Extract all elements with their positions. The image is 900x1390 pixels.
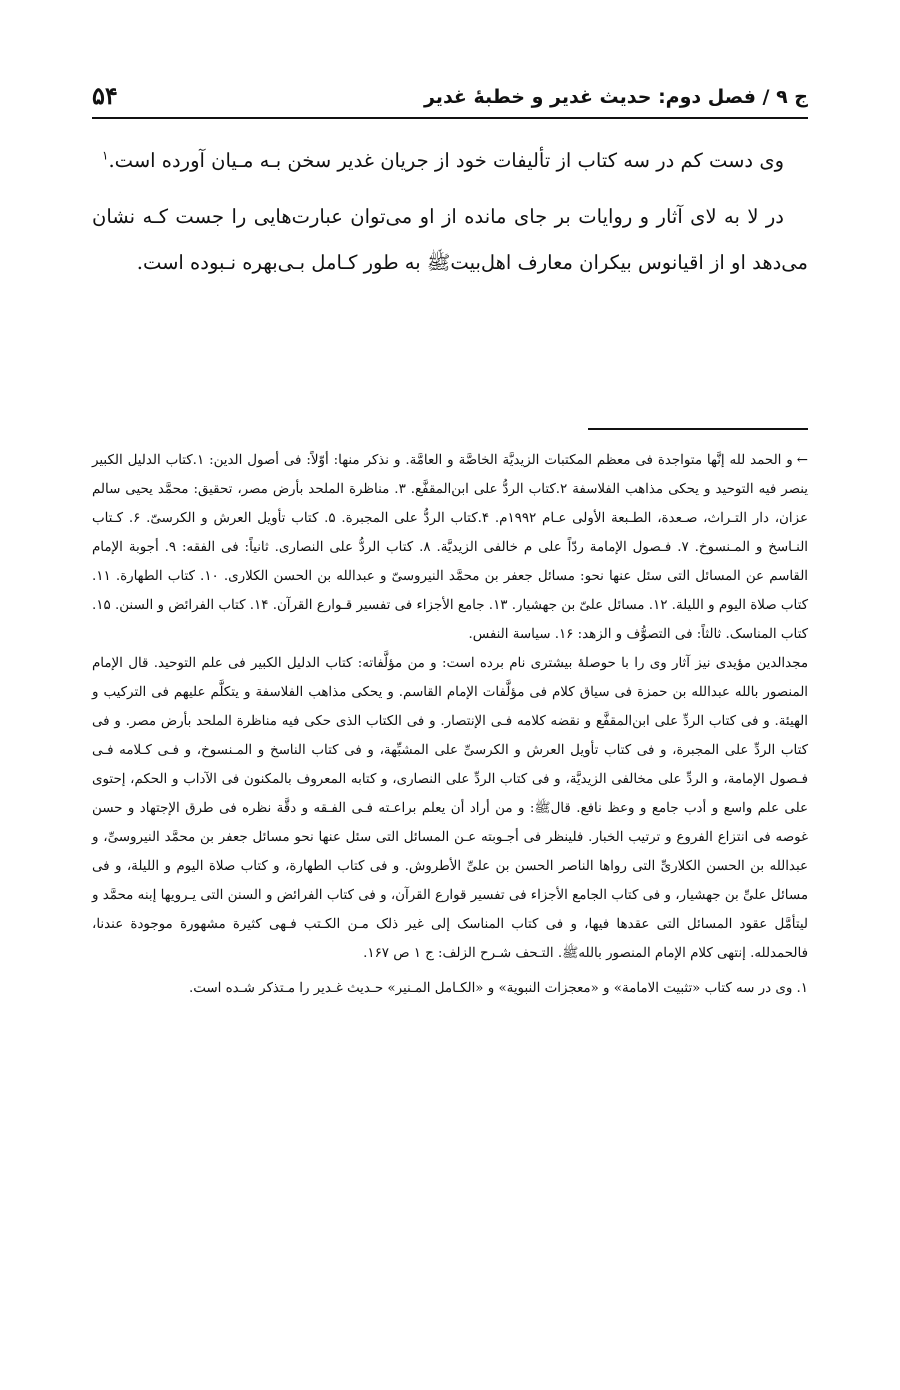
header-rule [92, 117, 808, 119]
footnote-continuation-text: و الحمد لله إنَّها متواجدة فی معظم المکتبات الزیدیَّة الخاصَّة و العامَّة. و نذکر منها: أوّلاً: فی أصول الدین: ١.کتاب الدلیل الکبیر ینصر فیه التوحید و یحکی مذاهب الفلاسفة ٢.کتاب الردُّ علی ابن‌المقفَّع. ٣. مناظرة الملحد بأرض مصر، تحقیق: محمَّد یحیی سالم عزان، دار التـراث، صـعدة، الطـبعة الأولی عـام ١٩٩٢م. ۴.کتاب الردُّ علی المجبرة. ۵. کتاب تأویل العرش و الکرسیّ. ۶. کـتاب النـاسخ و المـنسوخ. ٧. فـصول الإمامة ردّاً علی م خالفی الزیدیَّة. ٨. کتاب الردُّ علی النصاری. ثانیاً: فی الفقه: ٩. أجوبة الإمام القاسم عن المسائل التی سئل عنها نحو: مسائل جعفر بن محمَّد النیروسیّ و عبدالله بن الحسن الکلاری. ١٠. کتاب الطهارة. ١١. کتاب صلاة الیوم و اللیلة. ١٢. مسائل علیّ بن جهشیار. ١٣. جامع الأجزاء فی تفسیر قـوارع القرآن. ١۴. کتاب الفرائض و السنن. ١۵. کتاب المناسک. ثالثاً: فی التصوُّف و الزهد: ١۶. سیاسة النفس. [92, 453, 809, 642]
running-head: ج ۹ / فصل دوم: حدیث غدیر و خطبهٔ غدیر [423, 86, 808, 108]
body-paragraph-2: در لا به لای آثار و روایات بر جای مانده از او می‌توان عبارت‌هایی را جست کـه نشان می‌دهد او از اقیانوس بیکران معارف اهل‌بیت‏ﷺ به طور کـامل بـی‌بهره نـبوده است. [92, 205, 808, 274]
page-number: ۵۴ [92, 81, 118, 110]
footnote-majd-paragraph: مجدالدین مؤیدی نیز آثار وی را با حوصلهٔ بیشتری نام برده است: و من مؤلَّفاته: کتاب الدلیل الکبیر فی علم التوحید. قال الإمام المنصور بالله عبدالله بن حمزة فی سیاق کلام فی مؤلَّفات الإمام القاسم. و یحکی مذاهب الفلاسفة و یتکلَّم علیهم فی الترکیب و الهیئة. و فی کتاب الردِّ علی ابن‌المقفَّع و نقضه کلامه فـی الإنتصار. و فی الکتاب الذی حکی فیه مناظرة الملحد بأرض مصر. و فی کتاب الردِّ علی المجبرة، و فی کتاب تأویل العرش و الکرسیِّ علی المشبِّهة، و فی کتاب الناسخ و المـنسوخ، و فـی کـلامه فـی فـصول الإمامة، و الردِّ علی مخالفی الزیدیَّة، و فی کتاب الردِّ علی النصاری، و کتابه المعروف بالمکنون فی الآداب و الحکم، إحتوی علی علم واسع و أدب جامع و وعظ نافع. قال‏ﷺ: و من أراد أن یعلم براعـته فـی الفـقه و دقَّة نظره فی طرق الإجتهاد و حسن غوصه فی انتزاع الفروع و ترتیب الخبار. فلینظر فی أجـوبته عـن المسائل التی سئل عنها نحو مسائل جعفر بن محمَّد النیروسیِّ، و عبدالله بن الحسن الکلاریِّ التی رواها الناصر الحسن بن علیِّ الأطروش. و فی کتاب الطهارة، و کتاب صلاة الیوم و اللیلة، و فی مسائل علیِّ بن جهشیار، و فی کتاب الجامع الأجزاء فی تفسیر قوارع القرآن، و فی کتاب الفرائض و السنن التی یـرویها إبنه محمَّد و لیتأمَّل عقود المسائل التی عقدها فیها، و فی کتاب المناسک إلی غیر ذلک مـن الکـتب فـهی کثیرة مشهورة موجودة عندنا، فالحمدلله. إنتهی کلام الإمام المنصور بالله‏ﷺ. التـحف شـرح الزلف: ج ١ ص ١۶٧. [92, 656, 808, 961]
body-paragraph-1-text: وی دست کم در سه کتاب از تألیفات خود از جریان غدیر سخن بـه مـیان آورده است. [108, 149, 784, 172]
footnote-continuation [92, 446, 808, 649]
continuation-arrow-icon: ← [796, 453, 808, 468]
footnotes-section [92, 446, 808, 1003]
main-text [92, 138, 808, 296]
page-header [92, 72, 808, 112]
footnote-1: ١. وی در سه کتاب «تثبیت الامامة» و «معجزات النبویة» و «الکـامل المـنیر» حـدیث غـدیر را مـتذکر شـده است. [189, 981, 808, 996]
body-paragraph-1 [92, 138, 808, 184]
footnote-reference[interactable]: ۱ [102, 148, 109, 163]
footnote-separator [588, 428, 808, 430]
